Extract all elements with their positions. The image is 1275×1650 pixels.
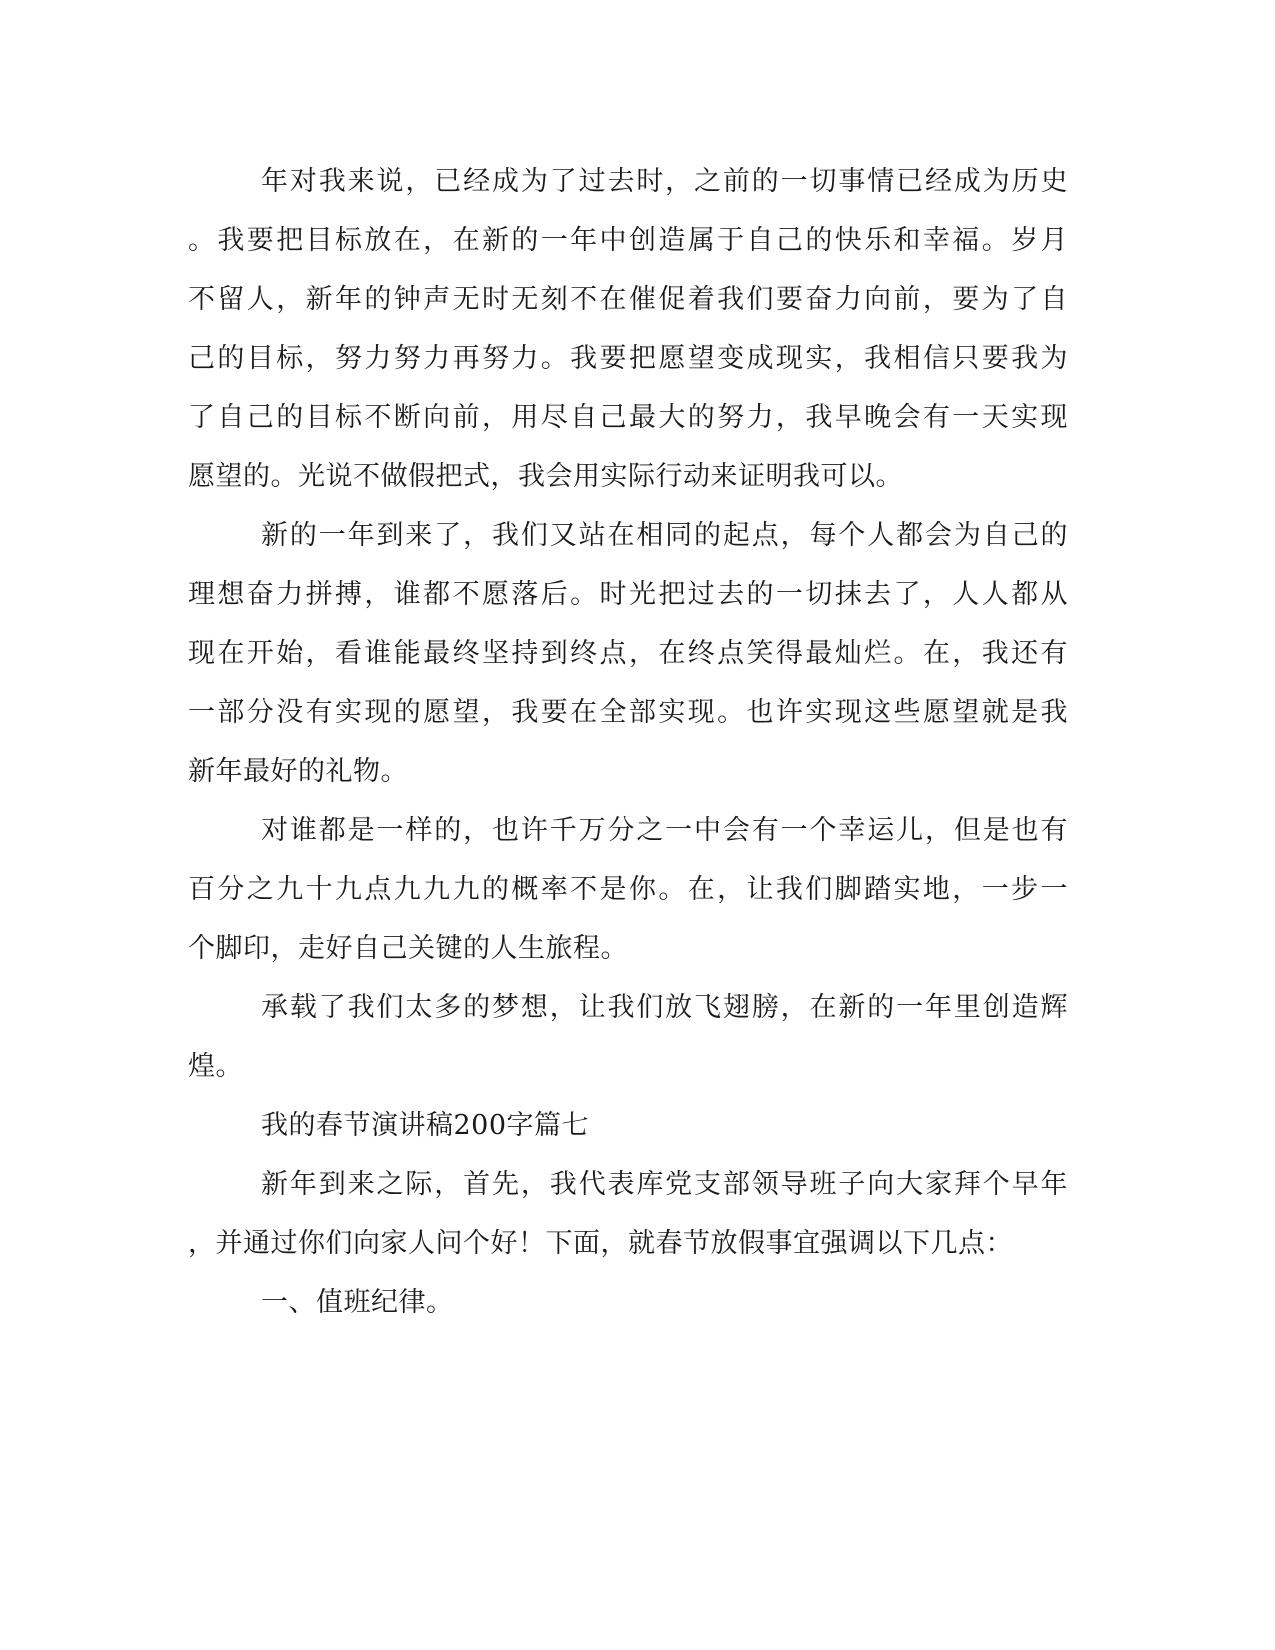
paragraph-2-line-2: 理想奋力拼搏，谁都不愿落后。时光把过去的一切抹去了，人人都从	[188, 579, 1068, 610]
paragraph-1-line-3: 不留人，新年的钟声无时无刻不在催促着我们要奋力向前，要为了自	[188, 284, 1068, 315]
section-heading: 我的春节演讲稿200字篇七	[261, 1110, 590, 1141]
paragraph-2-line-1: 新的一年到来了，我们又站在相同的起点，每个人都会为自己的	[261, 520, 1068, 551]
paragraph-1-line-5: 了自己的目标不断向前，用尽自己最大的努力，我早晚会有一天实现	[188, 402, 1068, 433]
list-item-1: 一、值班纪律。	[261, 1287, 454, 1318]
paragraph-5-line-1: 新年到来之际，首先，我代表库党支部领导班子向大家拜个早年	[261, 1169, 1068, 1200]
paragraph-3-line-3: 个脚印，走好自己关键的人生旅程。	[188, 933, 628, 964]
paragraph-1-line-6: 愿望的。光说不做假把式，我会用实际行动来证明我可以。	[188, 461, 903, 492]
paragraph-2-line-3: 现在开始，看谁能最终坚持到终点，在终点笑得最灿烂。在，我还有	[188, 638, 1068, 669]
paragraph-4-line-1: 承载了我们太多的梦想，让我们放飞翅膀，在新的一年里创造辉	[261, 992, 1068, 1023]
paragraph-3-line-2: 百分之九十九点九九九的概率不是你。在，让我们脚踏实地，一步一	[188, 874, 1068, 905]
paragraph-1-line-4: 己的目标，努力努力再努力。我要把愿望变成现实，我相信只要我为	[188, 343, 1068, 374]
paragraph-3-line-1: 对谁都是一样的，也许千万分之一中会有一个幸运儿，但是也有	[261, 815, 1068, 846]
paragraph-2-line-4: 一部分没有实现的愿望，我要在全部实现。也许实现这些愿望就是我	[188, 697, 1068, 728]
paragraph-1-line-1: 年对我来说，已经成为了过去时，之前的一切事情已经成为历史	[261, 166, 1068, 197]
paragraph-4-line-2: 煌。	[188, 1051, 243, 1082]
paragraph-2-line-5: 新年最好的礼物。	[188, 756, 408, 787]
paragraph-5-line-2: ，并通过你们向家人问个好！下面，就春节放假事宜强调以下几点：	[188, 1228, 1013, 1259]
paragraph-1-line-2: 。我要把目标放在，在新的一年中创造属于自己的快乐和幸福。岁月	[188, 225, 1068, 256]
